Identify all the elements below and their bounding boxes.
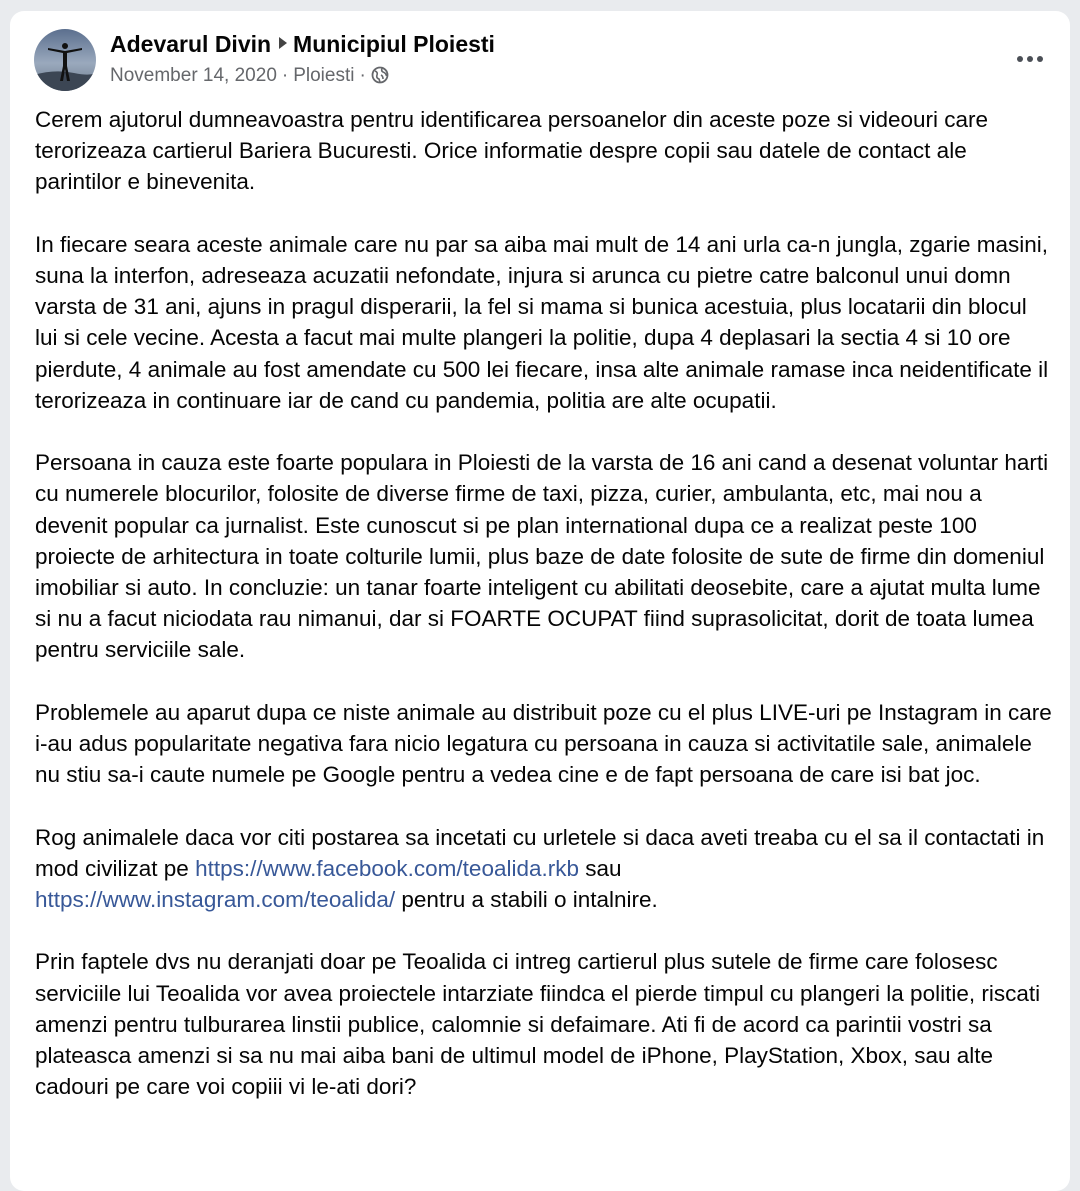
contact-text: sau [579, 855, 622, 881]
contact-paragraph [35, 822, 1055, 916]
instagram-link[interactable]: https://www.instagram.com/teoalida/ [35, 887, 396, 913]
post-paragraph: Cerem ajutorul dumneavoastra pentru identificarea persoanelor din aceste poze si videouri care terorizeaza cartierul Bariera Bucuresti. Orice informatie despre copii sau datele de contact ale parintilor e binevenita. [35, 107, 989, 195]
separator: · [281, 65, 289, 86]
post-header [34, 29, 1046, 95]
post-body [35, 104, 1055, 1134]
contact-text: Rog animalele daca vor citi postarea sa incetati cu urletele si daca aveti treaba cu el sa il contactati in mod civilizat pe [35, 824, 1045, 881]
author-line [110, 31, 495, 58]
post-meta [110, 65, 389, 90]
group-name[interactable]: Municipiul Ploiesti [293, 31, 495, 57]
author-name[interactable]: Adevarul Divin [110, 31, 272, 57]
author-avatar[interactable] [34, 29, 96, 91]
globe-icon[interactable] [371, 66, 389, 90]
more-options-icon [1017, 56, 1043, 62]
post-paragraph: Persoana in cauza este foarte populara in Ploiesti de la varsta de 16 ani cand a desenat voluntar harti cu numerele blocurilor, folosite de diverse firme de taxi, pizza, curier, ambulanta, etc, mai nou a devenit popular ca jurnalist. Este cunoscut si pe plan international dupa ce a realizat peste 100 proiecte de arhitectura in toate colturile lumii, plus baze de date folosite de sute de firme din domeniul imobiliar si auto. In concluzie: un tanar foarte inteligent cu abilitati deosebite, care a ajutat multa lume si nu a facut niciodata rau nimanui, dar si FOARTE OCUPAT fiind suprasolicitat, dorit de toata lumea pentru serviciile sale. [35, 450, 1049, 663]
post-card [10, 11, 1070, 1191]
post-date[interactable]: November 14, 2020 [110, 65, 277, 86]
post-location[interactable]: Ploiesti [293, 65, 355, 86]
contact-text: pentru a stabili o intalnire. [395, 887, 658, 913]
post-paragraph: In fiecare seara aceste animale care nu par sa aiba mai mult de 14 ani urla ca-n jungla, zgarie masini, suna la interfon, adreseaza acuzatii nefondate, injura si arunca cu pietre catre balconul unui domn varsta de 31 ani, ajuns in pragul disperarii, la fel si mama si bunica acestuia, plus locatarii din blocul lui si cele vecine. Acesta a facut mai multe plangeri la politie, dupa 4 deplasari la sectia 4 si 10 ore pierdute, 4 animale au fost amendate cu 500 lei fiecare, insa alte animale ramase inca neidentificate il terorizeaza in continuare iar de cand cu pandemia, politia are alte ocupatii. [35, 231, 1049, 413]
arrow-right-icon [279, 37, 287, 49]
separator: · [359, 65, 366, 86]
facebook-link[interactable]: https://www.facebook.com/teoalida.rkb [195, 855, 580, 881]
more-options-button[interactable] [1010, 41, 1050, 77]
post-paragraph: Prin faptele dvs nu deranjati doar pe Teoalida ci intreg cartierul plus sutele de firme care folosesc serviciile lui Teoalida vor avea proiectele intarziate fiindca el pierde timpul cu plangeri la politie, riscati amenzi pentru tulburarea linstii publice, calomnie si defaimare. Ati fi de acord ca parintii vostri sa plateasca amenzi si sa nu mai aiba bani de ultimul model de iPhone, PlayStation, Xbox, sau alte cadouri pe care voi copiii vi le-ati dori? [35, 949, 1041, 1100]
post-paragraph: Problemele au aparut dupa ce niste animale au distribuit poze cu el plus LIVE-uri pe Instagram in care i-au adus popularitate negativa fara nicio legatura cu persoana in cauza si activitatile sale, animalele nu stiu sa-i caute numele pe Google pentru a vedea cine e de fapt persoana de care isi bat joc. [35, 699, 1052, 788]
